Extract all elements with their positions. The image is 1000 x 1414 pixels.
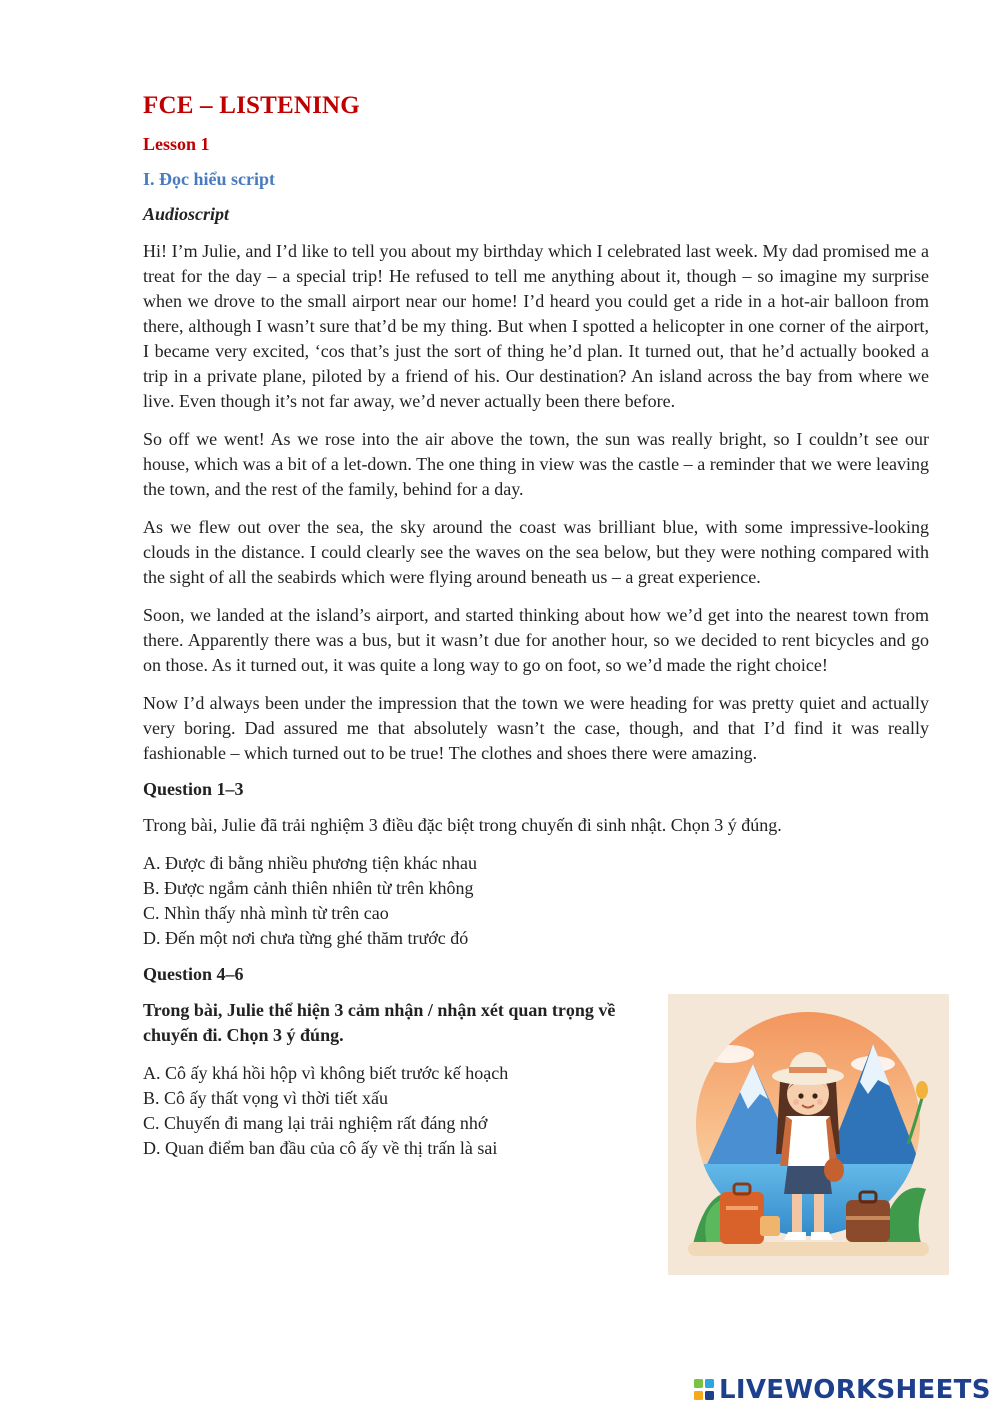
option-1b: B. Được ngắm cảnh thiên nhiên từ trên không (143, 878, 474, 898)
option-2a: A. Cô ấy khá hồi hộp vì không biết trước kế hoạch (143, 1063, 509, 1083)
question-1-3-options (143, 851, 929, 951)
page-title: FCE – LISTENING (143, 92, 360, 119)
option-2c: C. Chuyến đi mang lại trải nghiệm rất đáng nhớ (143, 1113, 488, 1133)
audioscript-paragraph-3: As we flew out over the sea, the sky around the coast was brilliant blue, with some impressive-looking clouds in the distance. I could clearly see the waves on the sea below, but they were nothing compared with the sight of all the seabirds which were flying around beneath us – a great experience. (143, 517, 929, 587)
option-1c: C. Nhìn thấy nhà mình từ trên cao (143, 903, 389, 923)
audioscript-label: Audioscript (143, 204, 230, 224)
audioscript-paragraph-4: Soon, we landed at the island’s airport, and started thinking about how we’d get into the nearest town from there. Apparently there was a bus, but it wasn’t due for another hour, so we decided to rent bicycles and go on those. As it turned out, it was quite a long way to go on foot, so we’d made the right choice! (143, 605, 929, 675)
audioscript-paragraph-5: Now I’d always been under the impression that the town we were heading for was pretty quiet and actually very boring. Dad assured me that absolutely wasn’t the case, though, and that I’d find it was really fashionable – which turned out to be true! The clothes and shoes there were amazing. (143, 693, 929, 763)
option-2d: D. Quan điểm ban đầu của cô ấy về thị trấn là sai (143, 1138, 498, 1158)
option-2b: B. Cô ấy thất vọng vì thời tiết xấu (143, 1088, 388, 1108)
liveworksheets-branding (693, 1372, 991, 1408)
audioscript-paragraph-2: So off we went! As we rose into the air above the town, the sun was really bright, so I couldn’t see our house, which was a bit of a let-down. The one thing in view was the castle – a reminder that we were leaving the town, and the rest of the family, behind for a day. (143, 429, 929, 499)
option-1d: D. Đến một nơi chưa từng ghé thăm trước đó (143, 928, 469, 948)
lesson-label: Lesson 1 (143, 134, 210, 154)
section-heading: I. Đọc hiểu script (143, 169, 275, 189)
audioscript-paragraph-1: Hi! I’m Julie, and I’d like to tell you about my birthday which I celebrated last week. My dad promised me a treat for the day – a special trip! He refused to tell me anything about it, though – so imagine my surprise when we drove to the small airport near our home! I’d heard you could get a ride in a hot-air balloon from there, although I wasn’t sure that’d be my thing. But when I spotted a helicopter in one corner of the airport, I became very excited, ‘cos that’s just the sort of thing he’d plan. It turned out, that he’d actually booked a trip in a private plane, piloted by a friend of his. Our destination? An island across the bay from where we live. Even though it’s not far away, we’d never actually been there before. (143, 241, 929, 411)
question-1-3-heading: Question 1–3 (143, 779, 244, 799)
liveworksheets-logo-icon (693, 1377, 715, 1403)
option-1a: A. Được đi bằng nhiều phương tiện khác nhau (143, 853, 477, 873)
traveler-girl-illustration (668, 994, 949, 1275)
question-4-6-prompt: Trong bài, Julie thể hiện 3 cảm nhận / nhận xét quan trọng về chuyến đi. Chọn 3 ý đúng. (143, 1000, 616, 1045)
liveworksheets-wordmark: LIVEWORKSHEETS (719, 1375, 991, 1405)
question-4-6-heading: Question 4–6 (143, 964, 244, 984)
question-1-3-prompt: Trong bài, Julie đã trải nghiệm 3 điều đặc biệt trong chuyến đi sinh nhật. Chọn 3 ý đúng. (143, 815, 782, 835)
